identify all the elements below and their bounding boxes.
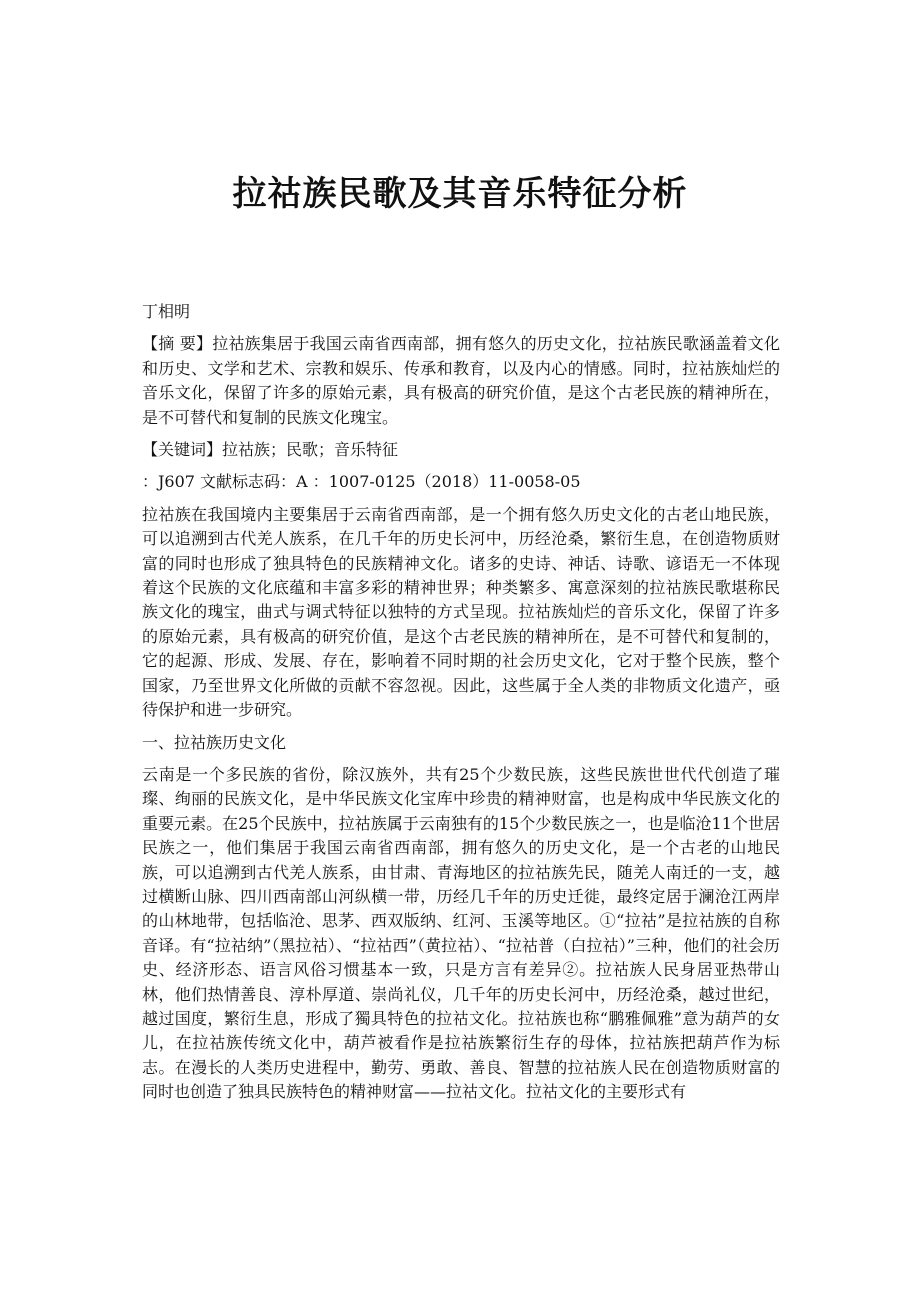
section-heading: 一、拉祜族历史文化 (142, 732, 287, 752)
classification-line: ：J607 文献标志码：A ：1007-0125（2018）11-0058-05 (142, 472, 581, 492)
keywords-line: 【关键词】拉祜族；民歌；音乐特征 (142, 440, 399, 460)
section-paragraph: 云南是一个多民族的省份，除汉族外，共有25个少数民族，这些民族世世代代创造了璀璨、绚丽的民族文化，是中华民族文化宝库中珍贵的精神财富，也是构成中华民族文化的重要元素。在25个民族中，拉祜族属于云南独有的15个少数民族之一，也是临沧11个世居民族之一，他们集居于我国云南省西南部，拥有悠久的历史文化，是一个古老的山地民族，可以追溯到古代羌人族系，由甘肃、青海地区的拉祜族先民，随羌人南迁的一支，越过横断山脉、四川西南部山河纵横一带，历经几千年的历史迁徙，最终定居于澜沧江两岸的山林地带，包括临沧、思茅、西双版纳、红河、玉溪等地区。①“拉祜”是拉祜族的自称音译。有“拉祜纳”（黑拉祜）、“拉祜西”（黄拉祜）、“拉祜普（白拉祜）”三种，他们的社会历史、经济形态、语言风俗习惯基本一致，只是方言有差异②。拉祜族人民身居亚热带山林，他们热情善良、淳朴厚道、崇尚礼仪，几千年的历史长河中，历经沧桑，越过世纪，越过国度，繁衍生息，形成了獨具特色的拉祜文化。拉祜族也称“鹏雅佩雅”意为葫芦的女儿，在拉祜族传统文化中，葫芦被看作是拉祜族繁衍生存的母体，拉祜族把葫芦作为标志。在漫长的人类历史进程中，勤劳、勇敢、善良、智慧的拉祜族人民在创造物质财富的同时也创造了独具民族特色的精神财富——拉祜文化。拉祜文化的主要形式有 (142, 764, 780, 1102)
abstract-paragraph: 【摘 要】拉祜族集居于我国云南省西南部，拥有悠久的历史文化，拉祜族民歌涵盖着文化和历史、文学和艺术、宗教和娱乐、传承和教育，以及内心的情感。同时，拉祜族灿烂的音乐文化，保留了许多的原始元素，具有极高的研究价值，是这个古老民族的精神所在，是不可替代和复制的民族文化瑰宝。 (142, 334, 780, 427)
document-body (142, 300, 780, 1109)
author-line: 丁相明 (142, 302, 191, 321)
intro-paragraph: 拉祜族在我国境内主要集居于云南省西南部，是一个拥有悠久历史文化的古老山地民族，可以追溯到古代羌人族系，在几千年的历史长河中，历经沧桑，繁衍生息，在创造物质财富的同时也形成了独具特色的民族精神文化。诸多的史诗、神话、诗歌、谚语无一不体现着这个民族的文化底蕴和丰富多彩的精神世界；种类繁多、寓意深刻的拉祜族民歌堪称民族文化的瑰宝，曲式与调式特征以独特的方式呈现。拉祜族灿烂的音乐文化，保留了许多的原始元素，具有极高的研究价值，是这个古老民族的精神所在，是不可替代和复制的，它的起源、形成、发展、存在，影响着不同时期的社会历史文化，它对于整个民族，整个国家，乃至世界文化所做的贡献不容忽视。因此，这些属于全人类的非物质文化遗产，亟待保护和进一步研究。 (142, 504, 780, 720)
document-title: 拉祜族民歌及其音乐特征分析 (232, 174, 688, 214)
